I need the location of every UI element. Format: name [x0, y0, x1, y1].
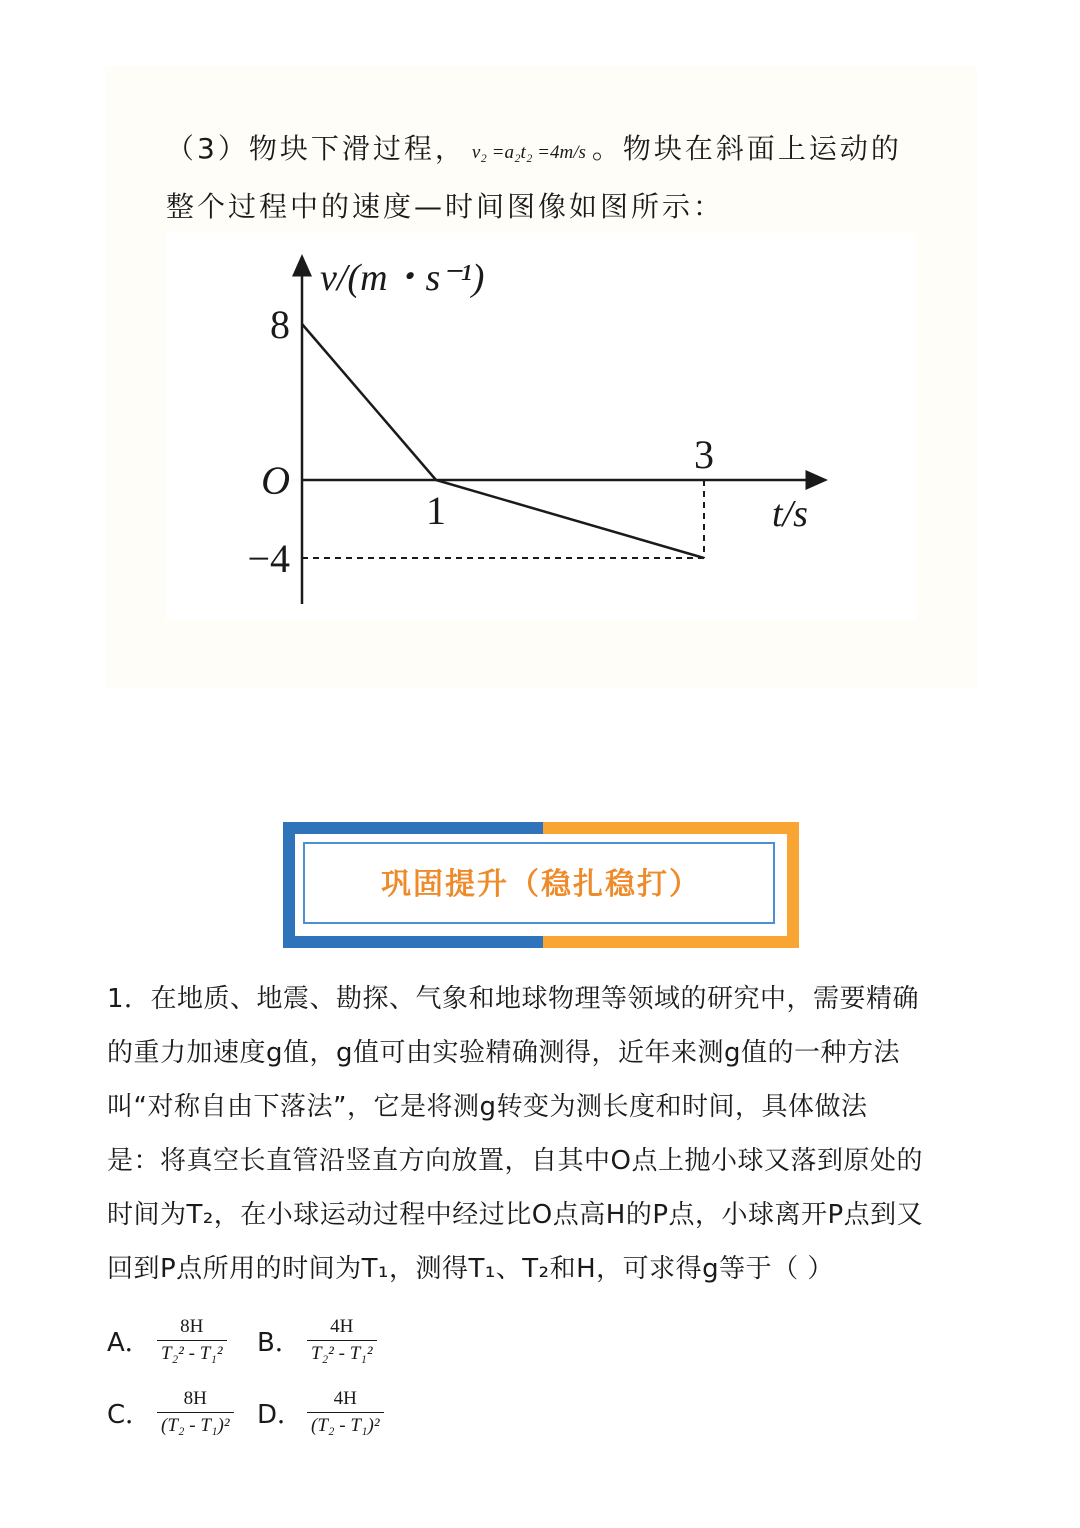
x-tick-label: 1	[426, 488, 446, 533]
option-a-numerator: 8H	[180, 1316, 204, 1337]
option-d-numerator: 4H	[333, 1388, 357, 1409]
question-1	[107, 972, 967, 1296]
data-point	[704, 558, 705, 559]
option-b-numerator: 4H	[330, 1316, 354, 1337]
y-tick-label: −4	[247, 536, 290, 581]
question-line: 回到P点所用的时间为T₁，测得T₁、T₂和H，可求得g等于（ ）	[107, 1254, 834, 1284]
banner-inner	[295, 834, 787, 936]
section-title: 巩固提升（稳扎稳打）	[381, 867, 701, 902]
option-b[interactable]	[257, 1316, 377, 1365]
solution-line1-suffix: 。物块在斜面上运动的	[591, 132, 902, 165]
x-axis-label: t/s	[772, 493, 808, 535]
option-d[interactable]	[257, 1388, 384, 1437]
option-c-letter: C．	[107, 1400, 152, 1430]
option-a[interactable]	[107, 1316, 227, 1365]
data-point	[436, 480, 437, 481]
question-line: 的重力加速度g值，g值可由实验精确测得，近年来测g值的一种方法	[107, 1038, 901, 1068]
question-line: 时间为T₂，在小球运动过程中经过比O点高H的P点，小球离开P点到又	[107, 1200, 924, 1230]
section-banner	[283, 822, 799, 948]
option-b-fraction	[307, 1316, 377, 1365]
y-axis-label: v/(m・s⁻¹)	[320, 257, 485, 299]
option-a-denominator: T₂² - T₁²	[157, 1340, 227, 1365]
option-b-denominator: T₂² - T₁²	[307, 1340, 377, 1365]
series-line-0	[302, 324, 704, 558]
option-c[interactable]	[107, 1388, 234, 1437]
vt-chart-svg	[166, 232, 916, 620]
option-d-denominator: (T₂ - T₁)²	[307, 1412, 384, 1437]
y-tick-label: O	[261, 458, 290, 503]
x-tick-label: 3	[694, 432, 714, 477]
velocity-formula: v₂ =a₂t₂ =4m/s	[471, 142, 586, 163]
option-a-letter: A．	[107, 1328, 151, 1358]
data-point	[302, 324, 303, 325]
option-d-letter: D．	[257, 1400, 304, 1430]
solution-line1-prefix: （3）物块下滑过程，	[166, 132, 466, 165]
velocity-time-graph	[166, 232, 916, 620]
option-a-fraction	[157, 1316, 227, 1365]
option-c-numerator: 8H	[183, 1388, 207, 1409]
option-c-fraction	[157, 1388, 234, 1437]
option-c-denominator: (T₂ - T₁)²	[157, 1412, 234, 1437]
solution-line2: 整个过程中的速度—时间图像如图所示：	[166, 190, 725, 223]
option-d-fraction	[307, 1388, 384, 1437]
option-b-letter: B．	[257, 1328, 301, 1358]
solution-text	[166, 122, 916, 234]
question-line: 是：将真空长直管沿竖直方向放置，自其中O点上抛小球又落到原处的	[107, 1146, 923, 1176]
question-line: 叫“对称自由下落法”，它是将测g转变为测长度和时间，具体做法	[107, 1092, 868, 1122]
y-tick-label: 8	[270, 302, 290, 347]
question-line: 1．在地质、地震、勘探、气象和地球物理等领域的研究中，需要精确	[107, 984, 920, 1014]
